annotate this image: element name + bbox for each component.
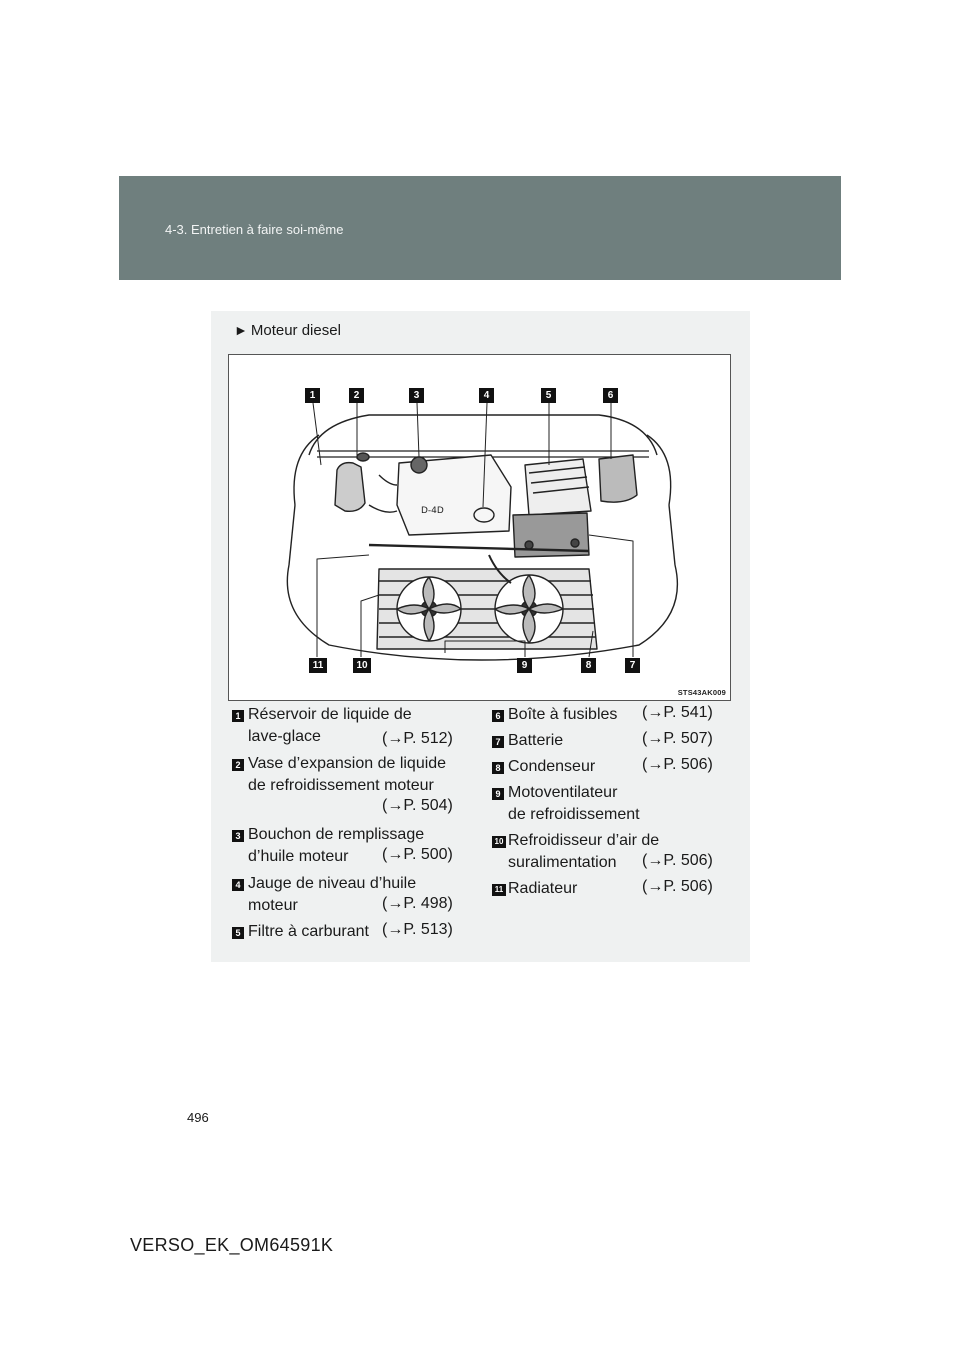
callout-3-icon: 3 xyxy=(409,388,424,403)
legend-item-1: Réservoir de liquide de lave-glace xyxy=(248,706,412,745)
callout-5-icon: 5 xyxy=(541,388,556,403)
legend-4-ref: (→P. 498) xyxy=(382,895,453,912)
legend-item-3: Bouchon de remplissage d’huile moteur xyxy=(248,826,425,865)
legend-9-icon: 9 xyxy=(492,788,504,800)
legend-6-icon: 6 xyxy=(492,710,504,722)
legend-6-ref: (→P. 541) xyxy=(642,704,713,721)
legend-item-5: Filtre à carburant xyxy=(248,923,369,940)
section-title: ► Moteur diesel xyxy=(234,322,341,339)
page-number: 496 xyxy=(187,1110,209,1125)
legend-11-ref: (→P. 506) xyxy=(642,878,713,895)
callout-2-icon: 2 xyxy=(349,388,364,403)
legend-10-icon: 10 xyxy=(492,836,506,848)
legend-1-icon: 1 xyxy=(232,710,244,722)
legend-7-icon: 7 xyxy=(492,736,504,748)
legend-item-6: Boîte à fusibles xyxy=(508,706,618,723)
callout-4-icon: 4 xyxy=(479,388,494,403)
engine-bay-illustration xyxy=(229,355,732,702)
legend-5-ref: (→P. 513) xyxy=(382,921,453,938)
callout-1-icon: 1 xyxy=(305,388,320,403)
engine-figure xyxy=(228,354,731,701)
document-code: VERSO_EK_OM64591K xyxy=(130,1235,334,1255)
callout-9-icon: 9 xyxy=(517,658,532,673)
legend-1-ref: (→P. 512) xyxy=(382,730,453,747)
figure-code: STS43AK009 xyxy=(677,688,726,697)
legend-3-icon: 3 xyxy=(232,830,244,842)
legend-10-ref: (→P. 506) xyxy=(642,852,713,869)
legend-11-icon: 11 xyxy=(492,884,506,896)
legend-item-8: Condenseur xyxy=(508,758,596,775)
legend-2-icon: 2 xyxy=(232,759,244,771)
legend-8-ref: (→P. 506) xyxy=(642,756,713,773)
callout-10-icon: 10 xyxy=(353,658,371,673)
legend-4-icon: 4 xyxy=(232,879,244,891)
legend-item-2: Vase d’expansion de liquide de refroidissement moteur xyxy=(248,755,447,794)
legend-3-ref: (→P. 500) xyxy=(382,846,453,863)
section-header: 4-3. Entretien à faire soi-même xyxy=(165,222,344,237)
callout-7-icon: 7 xyxy=(625,658,640,673)
callout-6-icon: 6 xyxy=(603,388,618,403)
callout-8-icon: 8 xyxy=(581,658,596,673)
legend-item-7: Batterie xyxy=(508,732,564,749)
legend-8-icon: 8 xyxy=(492,762,504,774)
legend-item-9: Motoventilateur de refroidissement xyxy=(508,784,640,823)
legend-5-icon: 5 xyxy=(232,927,244,939)
legend-item-11: Radiateur xyxy=(508,880,578,897)
legend-item-10: Refroidisseur d’air de suralimentation xyxy=(508,832,660,871)
legend-item-4: Jauge de niveau d’huile moteur xyxy=(248,875,417,914)
svg-text:D-4D: D-4D xyxy=(421,506,444,516)
triangle-bullet-icon: ► xyxy=(234,322,248,338)
legend-2-ref: (→P. 504) xyxy=(382,797,453,814)
callout-11-icon: 11 xyxy=(309,658,327,673)
legend-7-ref: (→P. 507) xyxy=(642,730,713,747)
